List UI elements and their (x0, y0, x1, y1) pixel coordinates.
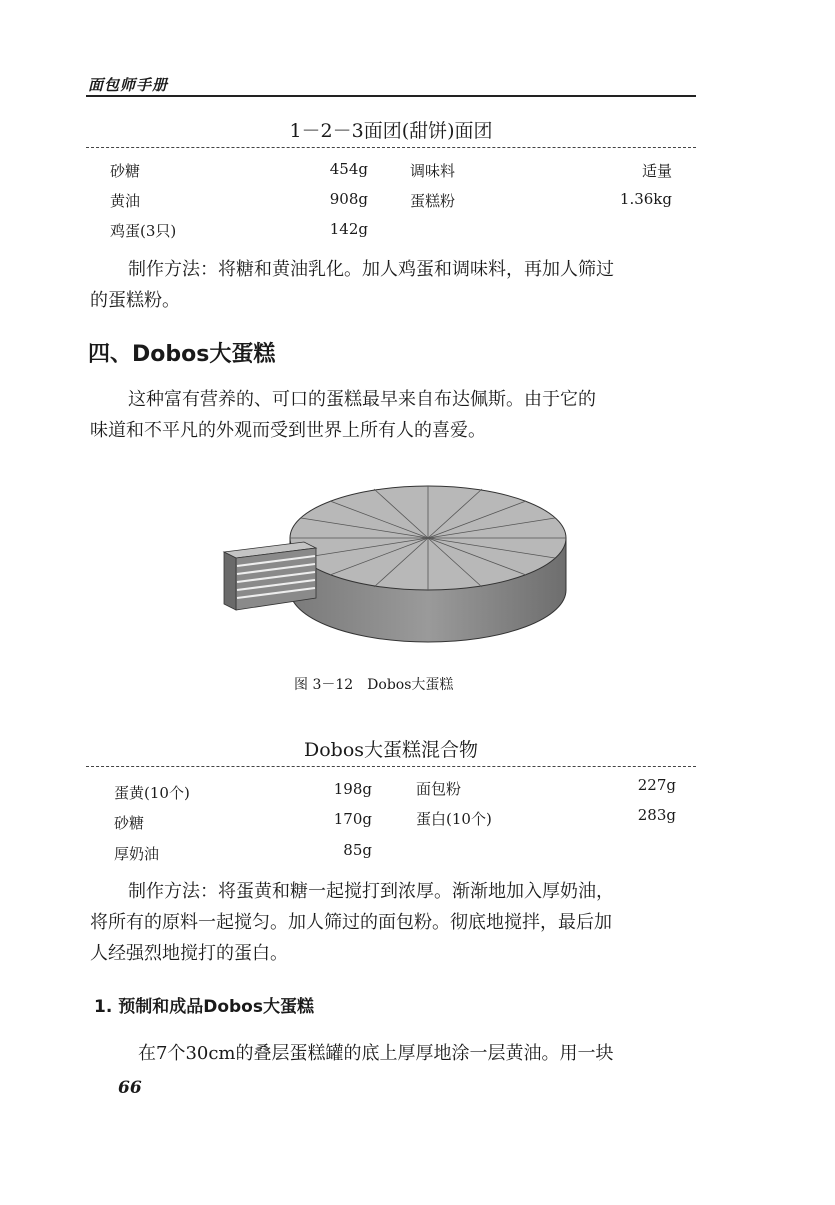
table1-row1-amount2: 适量 (641, 162, 672, 180)
subsection1-text-line1: 在7个30cm的叠层蛋糕罐的底上厚厚地涂一层黄油。用一块 (138, 1043, 614, 1064)
subsection1-text (90, 1038, 698, 1069)
table2-row3-name: 厚奶油 (114, 845, 160, 863)
table1-row2-name: 黄油 (110, 192, 141, 210)
table2-method-line1: 制作方法：将蛋黄和糖一起搅打到浓厚。渐渐地加入厚奶油， (128, 881, 614, 902)
cake-slice (224, 542, 316, 610)
table1-title: 1－2－3面团(甜饼)面团 (289, 120, 493, 142)
page-number: 66 (118, 1078, 142, 1098)
table1-row2-amount: 908g (329, 190, 368, 208)
table1-method-line1: 制作方法：将糖和黄油乳化。加人鸡蛋和调味料，再加人筛过 (128, 259, 614, 280)
table2-row1-name2: 面包粉 (416, 780, 462, 798)
table1-row2-amount2: 1.36kg (619, 190, 672, 208)
section4-intro-line2: 味道和不平凡的外观而受到世界上所有人的喜爱。 (90, 420, 486, 441)
subsection1-heading: 1. 预制和成品Dobos大蛋糕 (94, 997, 314, 1017)
table2-row1-amount: 198g (333, 780, 372, 798)
figure-caption: 图 3－12 Dobos大蛋糕 (294, 677, 454, 693)
table1-top-rule (86, 147, 696, 148)
running-header: 面包师手册 (88, 76, 169, 94)
table2-top-rule (86, 766, 696, 767)
table1-row3-name: 鸡蛋(3只) (110, 222, 177, 240)
table1-row1-name2: 调味料 (410, 162, 456, 180)
table2-method (90, 876, 698, 969)
section4-intro-line1: 这种富有营养的、可口的蛋糕最早来自布达佩斯。由于它的 (128, 389, 596, 410)
table2-row2-name2: 蛋白(10个) (416, 810, 492, 828)
table1-row1-name: 砂糖 (110, 162, 141, 180)
table2-row3-amount: 85g (343, 841, 372, 859)
table2-row1-name: 蛋黄(10个) (114, 784, 190, 802)
table2-method-line2: 将所有的原料一起搅匀。加人筛过的面包粉。彻底地搅拌，最后加 (90, 912, 612, 933)
table2-method-line3: 人经强烈地搅打的蛋白。 (90, 943, 288, 964)
section4-heading: 四、Dobos大蛋糕 (88, 342, 276, 367)
table2-row2-amount2: 283g (637, 806, 676, 824)
table2-row2-name: 砂糖 (114, 814, 145, 832)
table1-method (90, 254, 698, 316)
table2-title: Dobos大蛋糕混合物 (303, 739, 479, 761)
table2-row1-amount2: 227g (637, 776, 676, 794)
section4-intro (90, 384, 698, 446)
table1-row1-amount: 454g (329, 160, 368, 178)
table1-row2-name2: 蛋糕粉 (410, 192, 456, 210)
table1-method-line2: 的蛋糕粉。 (90, 290, 180, 311)
header-rule (86, 95, 696, 97)
table2-row2-amount: 170g (333, 810, 372, 828)
dobos-cake-illustration (220, 470, 600, 660)
table1-row3-amount: 142g (329, 220, 368, 238)
